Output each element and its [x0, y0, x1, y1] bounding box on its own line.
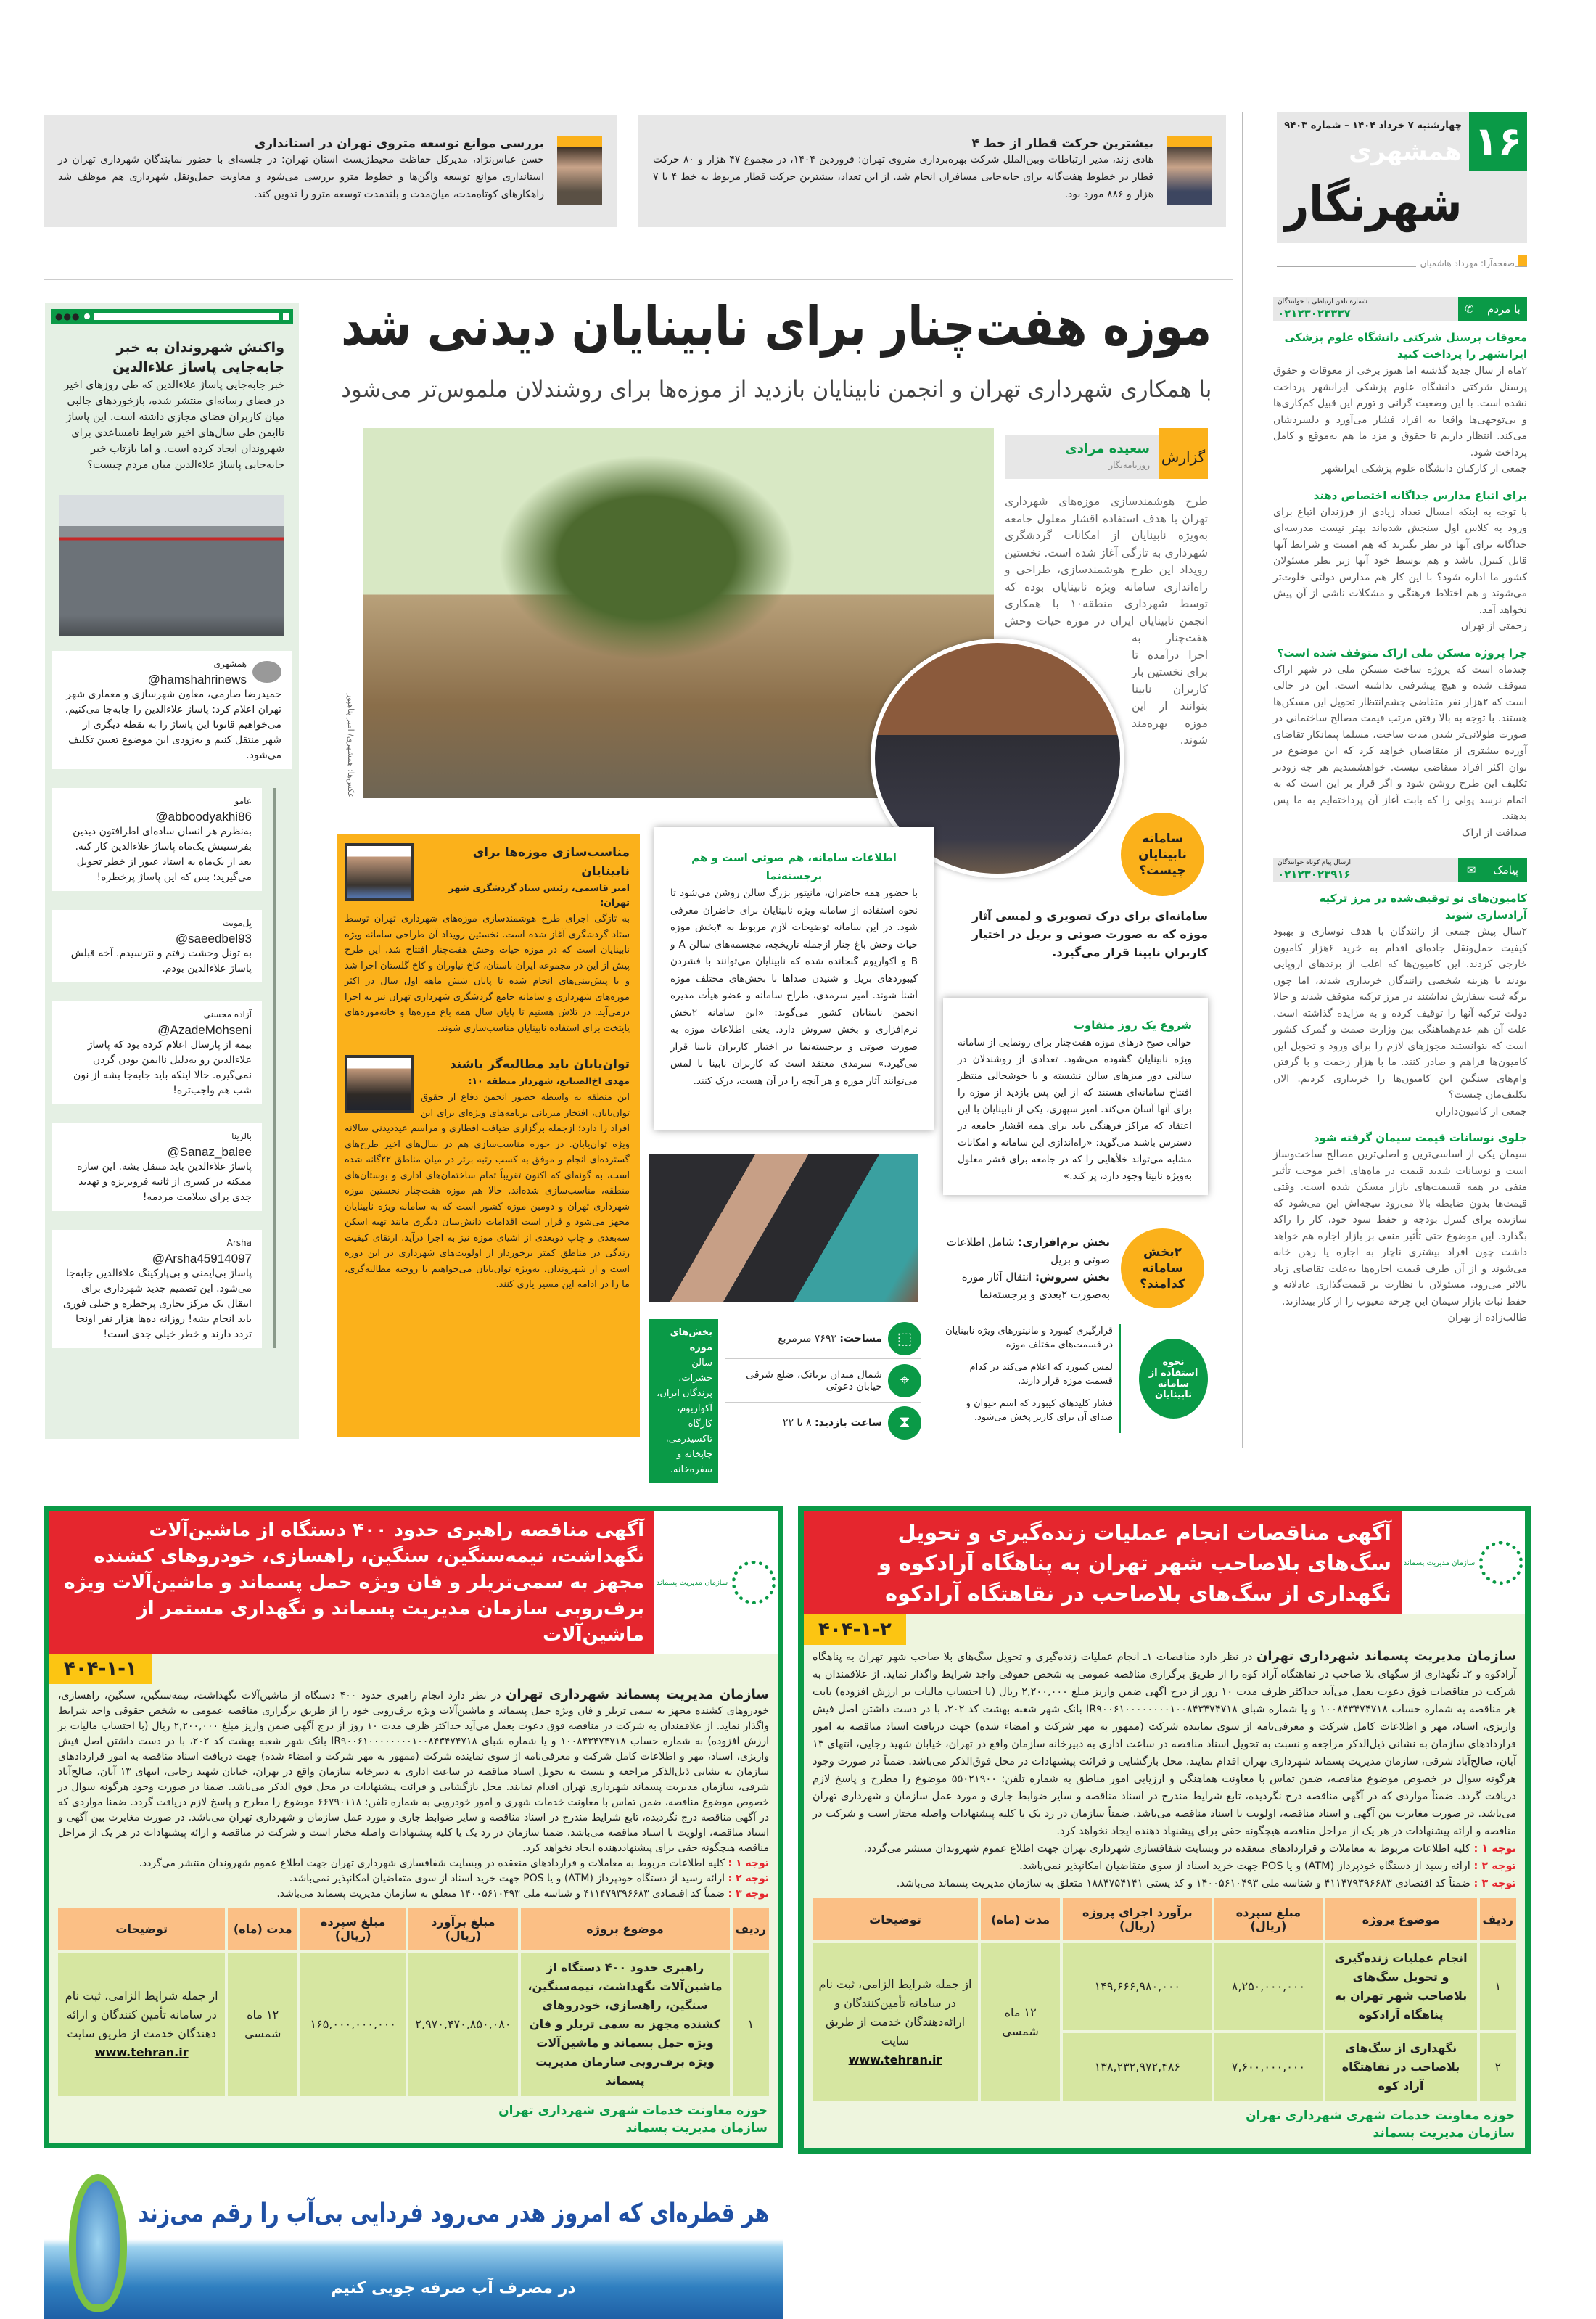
designer-credit: صفحه‌آرا: مهرداد هاشمیان: [1277, 255, 1527, 267]
table-row: ۱ انجام عملیات زنده‌گیری و تحویل سگ‌های بلاصاحب شهر تهران به پناهگاه آرادکوه ۸,۲۵۰,۰۰۰,۰۰۰ ۱۴۹,۶۶۶,۹۸۰,۰۰۰ ۱۲ ماه شمسی از جمله شرایط الزامی، ثبت نام در سامانه تأمین‌کنندگان و ارائه‌دهندگان خدمت از طریق سایت www.tehran.ir: [813, 1943, 1516, 2030]
news-title: بیشترین حرکت قطار از خط ۴: [971, 136, 1153, 151]
tweet-handle: @abboodyakhi86: [155, 810, 252, 824]
ad-body: در نظر دارد مناقصات ۱ـ انجام عملیات زنده‌گیری و تحویل سگ‌های بلا صاحب شهر تهران به پناهگاه آرادکوه و ۲ـ نگهداری از سگهای بلا صاحب در نقاهتگاه آراد کوه را از طریق برگزاری مناقصه عمومی به شخص حقوقی واجد شرایط واگذار نماید. از علاقمندان به شرکت در مناقصات فوق دعوت بعمل می‌آید حداکثر ظرف مدت ۱۰ روز از درج آگهی ضمن واریز مبلغ ۲,۲۰۰,۰۰۰ ریال (با احتساب مالیات بر ارزش افزوده) بابت هر مناقصه به شماره حساب ۱۰۰۸۴۳۴۷۴۷۱۸ و یا شماره شبای IR۹۰۰۶۱۰۰۰۰۰۰۰۰۱۰۰۸۴۳۴۷۴۷۱۸ بانک شهر شعبه بهشت کد ۲۰۲، با در دست داشتن اصل فیش واریزی، اسناد، مهر و اطلاعات کامل شرکت و معرفی‌نامه از سوی نماینده شرکت (ممهور به مهر شرکت و امضاء شده) جهت دریافت اسناد مناقصه به امور قراردادهای سازمان به نشانی ذیل‌الذکر مراجعه و نسبت به تحویل اسناد مناقصه در ساعت اداری به دبیرخانه سازمان واقع در تهران، خیابان شهید رجایی، انتهای ۱۳ آبان، صالح‌آباد شرقی، سازمان مدیریت پسماند شهرداری تهران اقدام نمایند. محل بازگشایی و قرائت پیشنهادات در محل فوق‌الذکر می‌باشد. ضمناً در صورت وجود هرگونه سوال در خصوص موضوع مناقصه، ضمن تماس با معاونت هماهنگی و ارزیابی امور مناطق به شماره تلفن: ۵۵۰۲۱۹۰۰ موضوع را مطرح و پاسخ لازم دریافت گردد. ضمناً مواردی که در آگهی مناقصه درج نگردیده، تابع شرایط مندرج در اسناد مناقصه و سایر ضوابط جاری و مورد عمل سازمان و شهرداری تهران می‌باشد. در صورت مغایرت بین آگهی و اسناد مناقصه، اولویت با اسناد مناقصه می‌باشد. ضمناً سازمان در رد یک یا کلیه پیشنهادات واصله مختار است و شرکت در مناقصه و ارائه پیشنهادات در هر یک از مراحل مناقصه هیچگونه حقی برای پیشنهاد دهنده ایجاد نخواهد کرد.: [813, 1651, 1517, 1837]
official-photo-2: [345, 1055, 414, 1113]
tender-ad-dogs: [798, 1506, 1531, 2154]
letter-item: [1273, 329, 1527, 477]
fact-location: ⌖ شمال میدان بریانک، ضلع شرقی خیابان دعوتی: [725, 1359, 921, 1403]
with-people-section: [1273, 297, 1527, 841]
letter-author: صداقت از اراک: [1461, 826, 1527, 839]
table-row: ۲ نگهداری از سگ‌های بلاصاحب در نقاهتگاه آراد کوه ۷,۶۰۰,۰۰۰,۰۰۰ ۱۳۸,۲۳۲,۹۷۲,۴۸۶: [813, 2033, 1516, 2101]
column-divider: [1242, 112, 1243, 1448]
tehran-logo: سازمان مدیریت پسماند: [654, 1511, 778, 1654]
portrait-photo: [1167, 136, 1212, 205]
letter-body: ۲سال پیش جمعی از رانندگان با هدف نوسازی و بهبود کیفیت حمل‌ونقل جاده‌ای اقدام به خرید ۶هزار کامیون خارجی کردند. این کامیون‌ها که اغلب از برندهای اروپایی بودند با هزینه شخصی رانندگان خریداری شدند، اما چون برگه ثبت سفارش نداشتند در مرز ترکیه متوقف شدند و حالا دولت ترکیه آنها را توقیف کرده و به مزایده گذاشته است. علت آن هم عدم‌هماهنگی بین وزارت صمت و گمرک کشور است که نتوانستند مجوزهای لازم را برای ورود و تحویل این کامیون‌ها فراهم و صادر کنند. ما با هزار زحمت و با گرفتن وام‌های سنگین این کامیون‌ها را خریداری کردیم. الان تکلیف‌مان چیست؟: [1273, 926, 1527, 1101]
letter-title: کامیون‌های نو توقیف‌شده در مرز ترکیه آزادسازی شوند: [1319, 892, 1527, 922]
letter-item: [1273, 1130, 1527, 1326]
ad-note: توجه ۱ : کلیه اطلاعات مربوط به معاملات و قراردادهای منعقده در وبسایت شفافسازی شهرداری تهران جهت اطلاع عموم شهروندان منتشر می‌گردد.: [139, 1858, 769, 1869]
tweet-reply: [52, 1001, 262, 1104]
banner-headline: هر قطره‌ای که امروز هدر می‌رود فردایی بی‌آب را رقم می‌زند: [138, 2199, 769, 2228]
with-people-label: با مردم ✆: [1458, 297, 1527, 321]
museum-sections-box: [649, 1319, 718, 1483]
table-header: ردیف: [733, 1908, 769, 1950]
letter-item: [1273, 645, 1527, 842]
kicker: گزارش: [1159, 428, 1208, 479]
quote-bubble: سامانه نابینایان چیست؟: [1121, 813, 1204, 896]
logo-shahrnegar: شهرنگار: [1284, 176, 1462, 232]
tender-table: [810, 1895, 1519, 2104]
ad-footer: سازمان مدیریت پسماند: [625, 2121, 768, 2135]
window-dots-icon: ●●●: [55, 311, 81, 321]
browser-bar: [51, 309, 293, 324]
letter-title: جلوی نوسانات قیمت سیمان گرفته شود: [1313, 1131, 1527, 1144]
letter-title: چرا پروژه مسکن ملی اراک متوقف شده است؟: [1277, 646, 1527, 660]
letter-title: معوقات پرسنل شرکتی دانشگاه علوم پزشکی ایرانشهر را پرداخت کنید: [1284, 331, 1527, 361]
how-to-step: لمس کیبورد که اعلام می‌کند در کدام قسمت موزه قرار دارند.: [943, 1360, 1121, 1397]
ad-lead: سازمان مدیریت پسماند شهرداری تهران: [1256, 1649, 1517, 1664]
table-header: توضیحات: [813, 1898, 978, 1940]
parts-bubble: ۲بخش سامانه کدامند؟: [1121, 1228, 1204, 1308]
portrait-photo: [557, 136, 602, 205]
sms-label: پیامک ✉: [1458, 858, 1527, 882]
tweet-text: پاساژ علاءالدین باید منتقل بشه. این سازه ممکنه در کسری از ثانیه فروبریزه و تهدید جدی برای سلامت مردمه!: [77, 1161, 252, 1203]
sidebar-speaker: مهدی اخ‌الصنایع، شهردار منطقه ۱۰:: [468, 1075, 630, 1086]
sms-section: [1273, 858, 1527, 1326]
letter-author: جمعی از کارکنان دانشگاه علوم پزشکی ایرانشهر: [1321, 463, 1527, 475]
table-header: مدت (ماه): [228, 1908, 297, 1950]
table-header: مدت (ماه): [981, 1898, 1060, 1940]
letter-author: رحمتی از تهران: [1460, 620, 1527, 632]
tehran-municipality-logo-icon: [732, 1561, 776, 1604]
tweet-reply: [52, 910, 262, 982]
tweet-author: بِل‌مونت: [222, 918, 252, 928]
letter-author: جمعی از کامیون‌داران: [1436, 1105, 1527, 1117]
photo-credit: عکس‌ها: همشهری/ امیر پناهپور: [346, 694, 355, 798]
letter-body: ۲ماه از سال جدید گذشته اما هنوز برخی از معوقات و حقوق پرسنل شرکتی دانشگاه علوم پزشکی ایرانشهر پرداخت نشده است. با این وضعیت گرانی و تورم این قبیل کم‌کاری‌ها و بی‌توجهی‌ها واقعا به افراد فشار می‌آورد و دلسردشان می‌کند. انتظار داریم تا حقوق و مزد ما هم به‌موقع و کامل پرداخت شود.: [1273, 365, 1527, 459]
ad-note: توجه ۲ : ارائه رسید از دستگاه خودپرداز (ATM) و یا POS جهت خرید اسناد از سوی متقاضیان امکانپذیر نمی‌باشد.: [289, 1873, 769, 1884]
box-body: با حضور همه حاضران، مانیتور بزرگ سالن روشن می‌شود تا نحوه استفاده از سامانه ویژه نابینایان برای حاضران معرفی شود. در این سامانه توضیحات لازم مربوط به ۴بخش موزه حیات وحش باغ چنار ازجمله تاریخچه، مجسمه‌های سالن A و B و آکواریوم گنجانده شده که نابینایان می‌توانند با فشردن کیبوردهای بریل و شنیدن صداها با بخش‌های مختلف موزه آشنا شوند. امیر سرمدی، طراح سامانه و عضو هیأت مدیره انجمن نابینایان کشور می‌گوید: «این سامانه ۲بخش نرم‌افزاری و بخش سروش دارد. یعنی اطلاعات موزه به صورت صوتی و برجسته‌نما در اختیار کاربران نابینا قرار می‌گیرد.» سرمدی معتقد است که کاربران نابینا با لمس می‌توانند آثار موزه و هر آنچه را در آن هست، درک کنند.: [670, 887, 918, 1087]
phone-number: ۰۲۱۲۳۰۲۳۳۳۷: [1278, 307, 1351, 320]
logo-hamshahri: همشهری: [1349, 137, 1462, 166]
box-body: حوالی صبح درهای موزه هفت‌چنار برای رونمایی از سامانه ویژه نابینایان گشوده می‌شود. تعدادی از روشندلان در سالنی دور میزهای سالن نشسته و با خوشحالی منتظر افتتاح سامانه‌ای هستند که از این پس بازدید از موزه را برای آنها آسان می‌کند. امیر سپهری، یکی از نابینایان با این اعتقاد که مراکز فرهنگی باید برای همه اقشار جامعه در دسترس باشند می‌گوید: «راه‌اندازی این سامانه و امکانات مشابه می‌تواند خلأهایی را که در جامعه برای قشر معلول به‌ویژه نابینا وجود دارد، پر کند.»: [958, 1037, 1192, 1182]
tender-ad-machinery: [44, 1506, 783, 2148]
letter-body: سیمان یکی از اساسی‌ترین و اصلی‌ترین مصالح ساخت‌وساز است و نوسانات شدید قیمت در ماه‌های اخیر موجب تأثیر منفی در همه قسمت‌های بازار مسکن شده است. وقتی قیمت‌ها بدون ضابطه بالا می‌رود نتیجه‌اش این می‌شود که سازنده برای کنترل بودجه و حفظ سود خود، کار را راکد بگذارد. این موضوع حتی تأثیر منفی بر بازار اجاره هم خواهد داشت چون افراد بیشتری ناچار به اجاره یا رهن خانه می‌شوند و از آن طرف قیمت اجاره‌ها به‌علت تقاضای زیاد بالاتر می‌رود. مسئولان با نظارت بر قیمت‌گذاری عادلانه و حفظ ثبات بازار سیمان این چرخه معیوب را از کار بیندازند.: [1273, 1149, 1527, 1308]
letter-title: برای اتباع مدارس جداگانه اختصاص دهند: [1313, 488, 1527, 502]
facts-list: [725, 1319, 921, 1442]
phone-label: شماره تلفن ارتباطی با خوانندگان: [1278, 298, 1367, 305]
table-header: ردیف: [1480, 1898, 1516, 1940]
ad-code: ۴۰۴-۱-۱: [49, 1654, 152, 1684]
header-divider: [44, 279, 1233, 280]
ad-title: آگهی مناقصات انجام عملیات زنده‌گیری و تحویل سگ‌های بلاصاحب شهر تهران به پناهگاه آرادکوه و نگهداری از سگ‌های بلاصاحب در نقاهتگاه آرادکوه: [804, 1511, 1402, 1614]
news-title: بررسی موانع توسعه متروی تهران در استانداری: [254, 136, 544, 151]
masthead: [1277, 112, 1527, 243]
parts-list: [936, 1234, 1110, 1303]
ad-footer: حوزه معاونت خدمات شهری شهرداری تهران: [1246, 2109, 1515, 2123]
social-title: واکنش شهروندان به خبر جابه‌جایی پاساژ علاءالدین: [112, 340, 284, 375]
table-header: توضیحات: [58, 1908, 225, 1950]
phone-icon: ✆: [1465, 303, 1474, 316]
officials-sidebar: [337, 834, 640, 1437]
sidebar-title: مناسب‌سازی موزه‌ها برای نابینایان: [472, 845, 630, 879]
how-to-use: [943, 1324, 1208, 1433]
hourglass-icon: ⧗: [888, 1406, 921, 1440]
ad-lead: سازمان مدیریت پسماند شهرداری تهران: [506, 1687, 769, 1702]
tehran-municipality-logo-icon: [1479, 1541, 1523, 1585]
tehran-logo: سازمان مدیریت پسماند: [1402, 1511, 1525, 1614]
box-system-info: [654, 827, 934, 1130]
museum-sections-list: سالن حشرات، پرندگان ایران، آکواریوم، کارگاه تاکسیدرمی، چاپخانه و سفره‌خانه.: [657, 1358, 712, 1475]
headline: موزه هفت‌چنار برای نابینایان دیدنی شد: [341, 295, 1212, 358]
table-header: مبلغ سپرده (ریال): [300, 1908, 406, 1950]
quote-text: سامانه‌ای برای درک تصویری و لمسی آثار موزه که به صورت صوتی و بریل در اختیار کاربران نابینا قرار می‌گیرد.: [971, 909, 1208, 959]
table-header: موضوع پروژه: [1325, 1898, 1477, 1940]
tweet-reply: [52, 788, 262, 891]
sidebar-speaker: امیر قاسمی، رئیس ستاد گردشگری شهر تهران:: [448, 882, 630, 908]
banner-tagline: در مصرف آب صرفه جویی کنیم: [331, 2279, 576, 2297]
table-header: مبلغ برآورد (ریال): [408, 1908, 517, 1950]
envelope-icon: ✉: [1466, 863, 1476, 877]
keyboard-photo: [649, 1154, 918, 1302]
part-item: بخش سروش: انتقال آثار موزه به‌صورت ۲بعدی و برجسته‌نما: [961, 1271, 1110, 1301]
fact-area: ⬚ مساحت: ۷۶۹۳ مترمربع: [725, 1319, 921, 1359]
ad-note: توجه ۱ : کلیه اطلاعات مربوط به معاملات و قراردادهای منعقده در وبسایت شفافسازی شهرداری تهران جهت اطلاع عموم شهروندان منتشر می‌گردد.: [863, 1843, 1516, 1855]
fact-hours: ⧗ ساعت بازدید: ۸ تا ۲۲: [725, 1403, 921, 1442]
tweet-author: Arsha: [226, 1238, 252, 1248]
tweet-text: بیمه از پارسال اعلام کرده بود که پاساژ علاءالدین رو به‌دلیل ناایمن بودن گردن نمی‌گیره. حالا اینکه باید جابه‌جا بشه از نون شب هم واجب‌تره!: [73, 1039, 252, 1096]
table-row: ۱ راهبری حدود ۴۰۰ دستگاه از ماشین‌آلات نگهداشت، نیمه‌سنگین، سنگین، راهسازی، خودروهای کشنده مجهز به سمی تریلر و فان ویژه حمل پسماند و ماشین‌آلات ویژه برف‌روبی سازمان مدیریت پسماند ۲,۹۷۰,۴۷۰,۸۵۰,۰۸۰ ۱۶۵,۰۰۰,۰۰۰,۰۰۰ ۱۲ ماه شمسی از جمله شرایط الزامی، ثبت نام در سامانه تأمین کنندگان و ارائه دهندگان خدمت از طریق سایت www.tehran.ir: [58, 1953, 769, 2096]
ad-note: توجه ۳ : ضمناً کد اقتصادی ۴۱۱۴۷۹۳۹۶۶۸۳ و شناسه ملی ۱۴۰۰۵۶۱۰۴۹۳ متعلق به سازمان مدیریت پسماند می‌باشد.: [276, 1888, 769, 1900]
tender-table: [55, 1905, 772, 2099]
tweet-handle: @AzadeMohseni: [157, 1023, 252, 1037]
tweet-text: به‌نظرم هر انسان ساده‌ای اطرافتون دیدین بفرستینش یک‌ماه پاساژ علاءالدین کار کنه. بعد از یک‌ماه یه استاد عبور از خطر تحویل می‌گیرید؛ بس که این پاساژ پرخطره!: [73, 826, 252, 883]
tweet-reply: [52, 1230, 262, 1348]
part-item: بخش نرم‌افزاری: شامل اطلاعات صوتی و بریل: [946, 1236, 1110, 1266]
tweet-reply: [52, 1123, 262, 1211]
news-body: حسن عباس‌نژاد، مدیرکل حفاظت محیط‌زیست استان تهران: در جلسه‌ای با حضور نمایندگان شهرداری تهران در استانداری موانع توسعه واگن‌ها و خطوط مترو بررسی می‌شود و معاونت حمل‌ونقل شهرداری هم موظف شد راهکارهای کوتاه‌مدت، میان‌مدت و بلندمدت توسعه مترو را تدوین کند.: [58, 154, 544, 200]
museum-sections-title: بخش‌های موزه: [670, 1327, 712, 1353]
box-title: شروع یک روز متفاوت: [1073, 1019, 1192, 1032]
sidebar-body: این منطقه به واسطه حضور انجمن دفاع از حقوق توان‌یابان، افتخار میزبانی برنامه‌های ویژه‌ای برای این افراد را دارد؛ ازجمله برگزاری ضیافت افطاری و مراسم عیددیدنی سالانه ویژه توان‌یابان. در حوزه مناسب‌سازی هم در سال‌های اخیر طرح‌های گسترده‌ای انجام و موفق به کسب رتبه برتر در میان مناطق ۲۲گانه شده است، به گونه‌ای که اکنون تقریباً تمام ساختمان‌های اداری و بوستان‌های منطقه، مناسب‌سازی شده‌اند. حالا هم موزه هفت‌چنار نخستین موزه شهرداری تهران و دومین موزه کشور است که به سامانه ویژه نابینایان مجهز می‌شود و قرار است اقدامات دانش‌بنیان دیگری مانند تهیه اسکن سه‌بعدی و چاپ دوبعدی از اشیای موزه نیز به اجرا درآید. ارتقای کیفیت زندگی در مناطق کمتر برخوردار از اولویت‌های شهرداری در این دوره است و از شهروندان، به‌ویژه توان‌یابان می‌خواهیم با روحیه مطالبه‌گری، ما را در ادامه این مسیر یاری کنند.: [345, 1092, 630, 1290]
letter-author: طالب‌زاده از تهران: [1447, 1312, 1527, 1323]
box-title: اطلاعات سامانه، هم صوتی است و هم برجسته‌نما: [691, 851, 897, 882]
tehran-site-link[interactable]: www.tehran.ir: [94, 2045, 189, 2059]
location-pin-icon: ⌖: [888, 1364, 921, 1397]
sidebar-title: توان‌یابان باید مطالبه‌گر باشند: [450, 1057, 630, 1072]
water-banner: [44, 2159, 783, 2319]
letter-body: با توجه به اینکه امسال تعداد زیادی از فرزندان اتباع برای ورود به کلاس اول سنجش شده‌اند بهتر نیست مدرسه‌ای جداگانه برای آنها در نظر بگیرند که هم امنیت و شرایط آنها قابل کنترل باشد و هم توسط خود آنها زیر نظر مسئولان کشور ما اداره شود؟ با این کار هم مدارس دولتی خلوت‌تر می‌شوند و هم اختلاط فرهنگی و مشکلات ناشی از آن پیش نخواهد آمد.: [1273, 506, 1527, 616]
official-photo-1: [345, 843, 414, 901]
ad-code: ۴۰۴-۱-۲: [804, 1614, 906, 1645]
byline: [1005, 435, 1208, 479]
tehran-site-link[interactable]: www.tehran.ir: [848, 2053, 942, 2066]
tweet-text: به تونل وحشت رفتم و نترسیدم. آخه قبلش پاساژ علاءالدین بودم.: [70, 948, 252, 974]
table-header: مبلغ سپرده (ریال): [1214, 1898, 1322, 1940]
tweet-handle: @saeedbel93: [175, 932, 252, 945]
area-icon: ⬚: [888, 1322, 921, 1355]
article-intro: طرح هوشمندسازی موزه‌های شهرداری تهران با هدف استفاده اقشار معلول جامعه به‌ویژه نابینایان از امکانات گردشگری شهرداری به تازگی آغاز شده است. نخستین رویداد این طرح هوشمندسازی، طراحی و راه‌اندازی سامانه ویژه نابینایان بوده که توسط شهرداری منطقه۱۰ با همکاری انجمن نابینایان ایران در موزه حیات وحش هفت‌چنار به اجرا درآمده تا برای نخستین بار کاربران نابینا بتوانند از این موزه بهره‌مند شوند.: [1005, 495, 1208, 747]
avatar: [252, 661, 281, 683]
passage-photo: [59, 495, 284, 636]
tweet-main: همشهری @hamshahrinews حمیدرضا صارمی، معاون شهرسازی و معماری شهر تهران اعلام کرد: پاساژ علاءالدین را جابه‌جا می‌کنیم. می‌خواهیم قانونا این پاساژ را به نقطه دیگری از شهر منتقل کنیم و به‌زودی این موضوع تعیین تکلیف می‌شود.: [52, 651, 292, 769]
tweet-author: عامو: [234, 796, 252, 806]
readers-column: [1273, 297, 1527, 1337]
author-role: روزنامه‌نگار: [1108, 460, 1150, 470]
ad-body: در نظر دارد انجام راهبری حدود ۴۰۰ دستگاه از ماشین‌آلات نگهداشت، نیمه‌سنگین، سنگین، راهسازی، خودروهای کشنده مجهز به سمی تریلر و فان ویژه حمل پسماند و ماشین‌آلات ویژه برف‌روبی خود را از طریق برگزاری مناقصه عمومی به شخص حقوقی واجد شرایط واگذار نماید. از علاقمندان به شرکت در مناقصه فوق دعوت بعمل می‌آید حداکثر ظرف مدت ۱۰ روز از درج آگهی ضمن واریز مبلغ ۲,۲۰۰,۰۰۰ ریال (با احتساب مالیات بر ارزش افزوده) به شماره حساب ۱۰۰۸۴۳۴۷۴۷۱۸ و یا شماره شبای IR۹۰۰۶۱۰۰۰۰۰۰۰۰۱۰۰۸۴۳۴۷۴۷۱۸ بانک شهر شعبه بهشت کد ۲۰۲، با در دست داشتن اصل فیش واریزی، اسناد، مهر و اطلاعات کامل شرکت و معرفی‌نامه از سوی نماینده شرکت (ممهور به مهر شرکت و امضاء شده) جهت دریافت اسناد مناقصه به امور قراردادهای سازمان به نشانی ذیل‌الذکر مراجعه و نسبت به تحویل اسناد مناقصه در ساعت اداری به دبیرخانه سازمان واقع در تهران، خیابان شهید رجایی، انتهای ۱۳ آبان، صالح‌آباد شرقی، سازمان مدیریت پسماند شهرداری تهران اقدام نمایند. محل بازگشایی و قرائت پیشنهادات در محل فوق الذکر می‌باشد. ضمنا در صورت وجود هرگونه سوال در خصوص موضوع مناقصه، ضمن تماس با معاونت خدمات شهری و امور خودرویی به شماره تلفن: ۶۶۷۹۰۱۱۸ موضوع را مطرح و پاسخ لازم دریافت گردد. ضمنا مواردی که در آگهی مناقصه درج نگردیده، تابع شرایط مندرج در اسناد مناقصه و سایر ضوابط جاری و مورد عمل سازمان و شهرداری تهران می‌باشد. در صورت مغایرت بین آگهی و اسناد مناقصه، اولویت با اسناد مناقصه می‌باشد. ضمنا سازمان در رد یک یا کلیه پیشنهادات واصله مختار است و شرکت در مناقصه و ارائه پیشنهادات در هر یک از مراحل مناقصه هیچگونه حقی برای پیشنهاددهنده ایجاد نخواهد کرد.: [58, 1690, 769, 1854]
sms-phone-label: ارسال پیام کوتاه خوانندگان: [1278, 859, 1351, 866]
ad-title: آگهی مناقصه راهبری حدود ۴۰۰ دستگاه از ماشین‌آلات نگهداشت، نیمه‌سنگین، سنگین، راهسازی، خودروهای کشنده مجهز به سمی‌تریلر و فان ویژه حمل پسماند و ماشین‌آلات ویژه برف‌روبی سازمان مدیریت پسماند و نگهداری مستمر از ماشین‌آلات: [49, 1511, 654, 1654]
page-number: ۱۶: [1469, 112, 1527, 171]
subtitle: با همکاری شهرداری تهران و انجمن نابینایان بازدید از موزه‌ها برای روشندلان ملموس‌تر می‌شود: [341, 377, 1212, 403]
table-header: برآورد اجرای پروژه (ریال): [1063, 1898, 1212, 1940]
sidebar-body: به تازگی اجرای طرح هوشمندسازی موزه‌های شهرداری تهران توسط ستاد گردشگری آغاز شده است. نخستین رویداد آن طراحی سامانه ویژه نابینایان است که در موزه حیات وحش هفت‌چنار افتتاح شد. این طرح پیش از این در مجموعه ایران باستان، کاخ نیاوران و کاخ گلستان اجرا شد و با پیش‌بینی‌های انجام شده تا پایان شش ماهه اول سال در اکثر موزه‌های شهرداری و سامانه جامع گردشگری شهرداری تهران نیز به اجرا درمی‌آید. در تلاش هستیم تا پایان سال همه باغ موزه‌ها و خانه‌موزه‌های پایتخت برای استفاده نابینایان مناسب‌سازی شوند.: [345, 914, 630, 1034]
issue-date: چهارشنبه ۷ خرداد ۱۴۰۴ – شماره ۹۴۰۳: [1284, 120, 1462, 131]
ad-note: توجه ۲ : ارائه رسید از دستگاه خودپرداز (ATM) و یا POS جهت خرید اسناد از سوی متقاضیان امکانپذیر نمی‌باشد.: [1019, 1860, 1516, 1872]
box-different-day: [943, 998, 1208, 1195]
sms-phone-number: ۰۲۱۲۳۰۲۳۹۱۶: [1278, 868, 1351, 881]
letter-body: چندماه است که پروژه ساخت مسکن ملی در شهر اراک متوقف شده و هیچ پیشرفتی نداشته است. این در حالی است که ۲هزار نفر متقاضی چشم‌انتظار تحویل این مسکن‌ها هستند. با توجه به بالا رفتن مرتب قیمت مصالح ساختمانی در صورت طولانی‌تر شدن مدت ساخت، مسلما پیمانکار تقاضای آورده بیشتری از متقاضیان خواهد کرد که این موضوع در توان اکثر افراد متقاضی نیست. خواهشمندیم هر چه زودتر تکلیف این طرح روشن شود و اگر قرار بر این است که به اتمام نرسد پولی را که بابت آغاز آن پرداخته‌ایم به ما پس بدهند.: [1273, 663, 1527, 822]
tweet-author: آزاده محسنی: [203, 1009, 252, 1019]
news-body: هادی زند، مدیر ارتباطات وبین‌الملل شرکت بهره‌برداری متروی تهران: فروردین ۱۴۰۴، در مجموع ۴۷ هزار و ۸۰ حرکت قطار در خطوط هفت‌گانه برای جابه‌جایی مسافران انجام شد. از این تعداد، بیشترین حرکت قطار مربوط به خط ۴ با ۷ هزار و ۸۸۶ مورد بود.: [653, 154, 1154, 200]
tweet-handle: @Arsha45914097: [152, 1252, 252, 1265]
how-to-title: نحوه استفاده از سامانه نابینایان: [1139, 1339, 1208, 1419]
table-header: موضوع پروژه: [521, 1908, 730, 1950]
how-to-step: فشار کلیدهای کیبورد که اسم حیوان و صدای آن برای کاربر پخش می‌شود.: [943, 1397, 1121, 1433]
ad-note: توجه ۳ : ضمناً کد اقتصادی ۴۱۱۴۷۹۳۹۶۶۸۳ و شناسه ملی ۱۴۰۰۵۶۱۰۴۹۳ و کد پستی ۱۸۸۴۷۵۴۱۴۱ متعلق به سازمان مدیریت پسماند می‌باشد.: [896, 1878, 1516, 1889]
tweet-text: پاساژ بی‌ایمنی و بی‌پارکینگ علاءالدین جابه‌جا می‌شود. این تصمیم جدید شهرداری برای انتقال یک مرکز تجاری پرخطره و خیلی فوری باید انجام بشه! روزانه ده‌ها هزار نفر اونجا تردد دارند و خطر خیلی جدی است!: [62, 1268, 252, 1340]
how-to-step: قرارگیری کیبورد و مانیتورهای ویژه نابینایان در قسمت‌های مختلف موزه: [943, 1324, 1121, 1360]
water-drop-icon: [69, 2174, 127, 2312]
tweet-handle: @Sanaz_balee: [167, 1145, 252, 1159]
top-news-1[interactable]: [638, 115, 1226, 227]
top-news-2[interactable]: [44, 115, 617, 227]
ad-footer: حوزه معاونت خدمات شهری شهرداری تهران: [498, 2103, 768, 2118]
letter-item: [1273, 488, 1527, 635]
tweet-author: بالرینا: [231, 1131, 252, 1141]
social-reactions: [45, 303, 299, 1439]
letter-item: [1273, 890, 1527, 1120]
social-body: خبر جابه‌جایی پاساژ علاءالدین که طی روزهای اخیر در فضای رسانه‌ای منتشر شده، بازخوردهای جالبی میان کاربران فضای مجازی داشته است. این پاساژ ناایمن طی سال‌های اخیر شرایط نامساعدی برای شهروندان ایجاد کرده است. و اما بازتاب خبر جابه‌جایی پاساژ علاءالدین میان مردم چیست؟: [64, 379, 284, 471]
author-name: سعیده مرادی: [1065, 441, 1150, 456]
ad-footer: سازمان مدیریت پسماند: [1373, 2126, 1515, 2141]
